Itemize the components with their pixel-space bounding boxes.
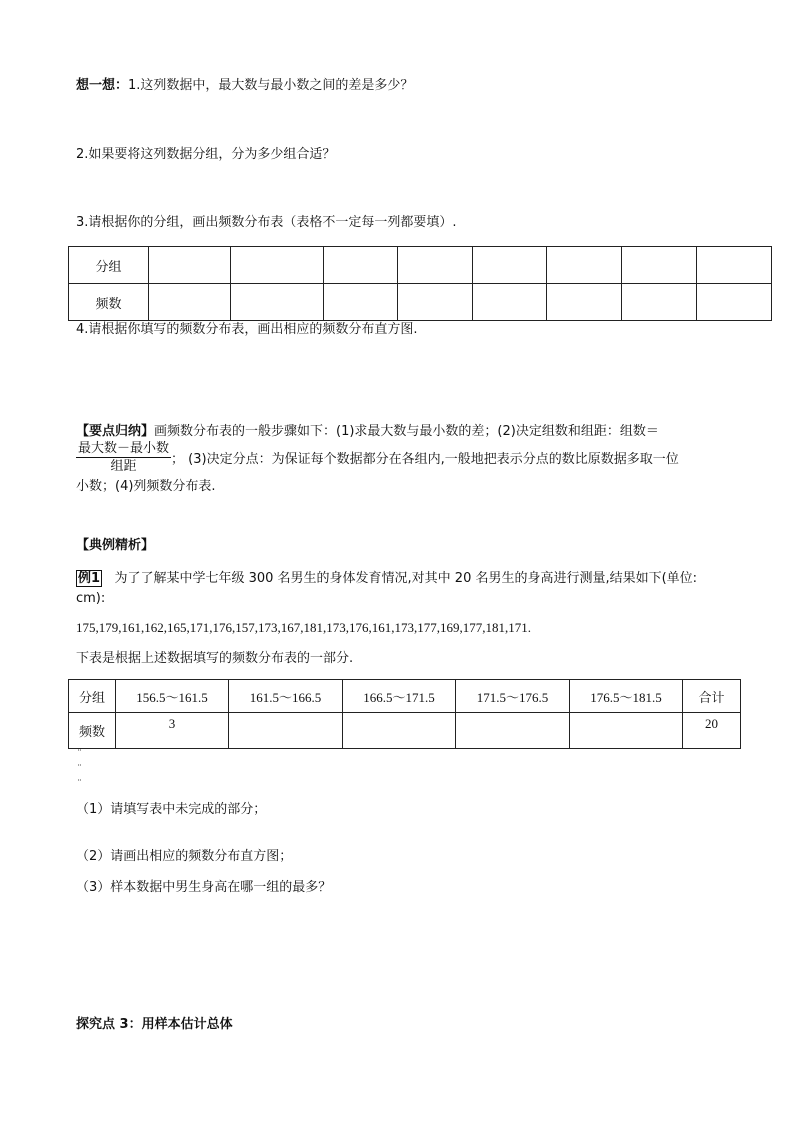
frequency-cell[interactable] bbox=[570, 713, 683, 749]
example-1-text: 为了了解某中学七年级 300 名男生的身体发育情况,对其中 20 名男生的身高进行测量,结果如下(单位: bbox=[114, 571, 698, 586]
group-interval: 161.5～166.5 bbox=[229, 680, 343, 713]
frequency-row-label: 频数 bbox=[69, 284, 149, 321]
blank-cell[interactable] bbox=[473, 284, 547, 321]
blank-frequency-table bbox=[68, 246, 772, 321]
table-row bbox=[69, 284, 772, 321]
frequency-cell[interactable] bbox=[343, 713, 456, 749]
blank-cell[interactable] bbox=[149, 284, 231, 321]
fraction-numerator: 最大数－最小数 bbox=[78, 441, 170, 456]
total-label: 合计 bbox=[683, 680, 741, 713]
think-question-4: 4.请根据你填写的频数分布表，画出相应的频数分布直方图. bbox=[76, 322, 418, 337]
think-q1-text: 1.这列数据中，最大数与最小数之间的差是多少？ bbox=[128, 78, 414, 93]
question-2: （2）请画出相应的频数分布直方图； bbox=[76, 849, 293, 864]
think-question-1 bbox=[76, 77, 413, 95]
blank-cell[interactable] bbox=[324, 247, 398, 284]
question-1 bbox=[76, 801, 266, 819]
total-value: 20 bbox=[683, 713, 741, 749]
frequency-cell[interactable] bbox=[456, 713, 570, 749]
question-3: （3）样本数据中男生身高在哪一组的最多？ bbox=[76, 880, 332, 895]
group-row-label: 分组 bbox=[69, 247, 149, 284]
frequency-distribution-table bbox=[68, 679, 741, 749]
key-points-line-3: 小数；(4)列频数分布表. bbox=[76, 479, 216, 494]
key-points-label: 【要点归纳】 bbox=[76, 424, 155, 439]
table-intro: 下表是根据上述数据填写的频数分布表的一部分. bbox=[76, 651, 354, 666]
blank-cell[interactable] bbox=[473, 247, 547, 284]
blank-cell[interactable] bbox=[622, 284, 697, 321]
key-points-line-2 bbox=[76, 440, 679, 475]
frequency-row-label: 频数 bbox=[69, 713, 116, 749]
table-row bbox=[69, 247, 772, 284]
key-points-line-1 bbox=[76, 423, 659, 441]
blank-cell[interactable] bbox=[231, 247, 324, 284]
blank-cell[interactable] bbox=[231, 284, 324, 321]
blank-cell[interactable] bbox=[622, 247, 697, 284]
group-count-fraction bbox=[76, 440, 171, 475]
group-row-label: 分组 bbox=[69, 680, 116, 713]
example-1-line-1 bbox=[76, 570, 697, 588]
blank-cell[interactable] bbox=[398, 284, 473, 321]
blank-cell[interactable] bbox=[697, 284, 772, 321]
fraction-denominator: 组距 bbox=[110, 459, 137, 474]
think-label: 想一想： bbox=[76, 78, 129, 93]
blank-cell[interactable] bbox=[324, 284, 398, 321]
height-data-list bbox=[76, 619, 531, 637]
blank-cell[interactable] bbox=[149, 247, 231, 284]
blank-cell[interactable] bbox=[697, 247, 772, 284]
example-1-tag: 例1 bbox=[78, 571, 101, 586]
paragraph-mark: ¨ bbox=[77, 749, 82, 760]
key-points-text-2: ； (3)决定分点：为保证每个数据都分在各组内,一般地把表示分点的数比原数据多取一位 bbox=[171, 452, 679, 467]
key-points-text-1: 画频数分布表的一般步骤如下：(1)求最大数与最小数的差；(2)决定组数和组距：组数＝ bbox=[154, 424, 659, 439]
frequency-cell[interactable] bbox=[229, 713, 343, 749]
section-3-title: 探究点 3：用样本估计总体 bbox=[76, 1017, 233, 1032]
paragraph-mark: ¨ bbox=[77, 764, 82, 775]
think-question-3: 3.请根据你的分组，画出频数分布表（表格不一定每一列都要填）. bbox=[76, 215, 457, 230]
question-1-text: （1）请填写表中未完成的部分； bbox=[76, 802, 267, 817]
example-section-title: 【典例精析】 bbox=[76, 538, 155, 553]
blank-cell[interactable] bbox=[398, 247, 473, 284]
table-row bbox=[69, 680, 741, 713]
group-interval: 166.5～171.5 bbox=[343, 680, 456, 713]
frequency-cell[interactable]: 3 bbox=[116, 713, 229, 749]
table-row bbox=[69, 713, 741, 749]
blank-cell[interactable] bbox=[547, 247, 622, 284]
think-question-2: 2.如果要将这列数据分组，分为多少组合适？ bbox=[76, 147, 336, 162]
group-interval: 156.5～161.5 bbox=[116, 680, 229, 713]
blank-cell[interactable] bbox=[547, 284, 622, 321]
group-interval: 176.5～181.5 bbox=[570, 680, 683, 713]
group-interval: 171.5～176.5 bbox=[456, 680, 570, 713]
paragraph-mark: ¨ bbox=[77, 779, 82, 790]
height-data-values: 175,179,161,162,165,171,176,157,173,167,181,173,176,161,173,177,169,177,181,171. bbox=[76, 620, 531, 635]
example-1-line-2: cm): bbox=[76, 591, 106, 606]
